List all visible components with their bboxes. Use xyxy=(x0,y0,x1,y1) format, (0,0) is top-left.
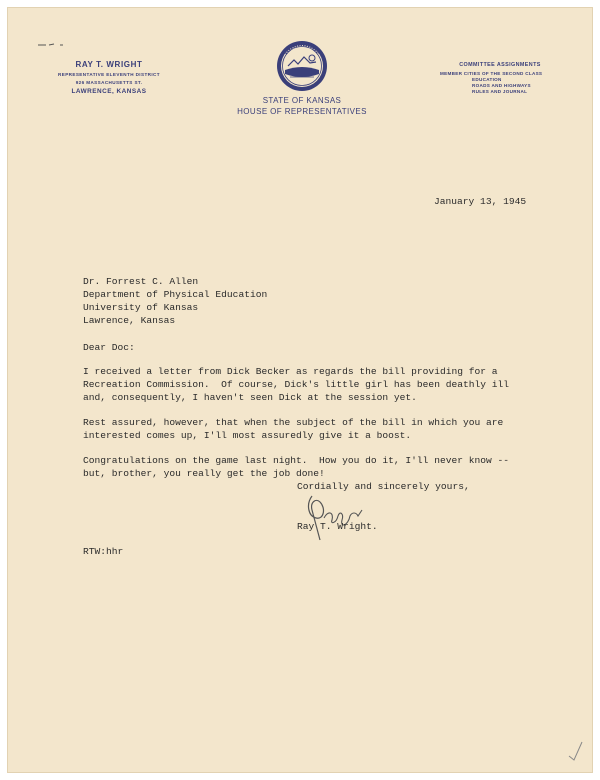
typist-initials: RTW:hhr xyxy=(83,546,124,557)
body-line: but, brother, you really get the job done! xyxy=(83,468,325,479)
recipient-line: University of Kansas xyxy=(83,302,199,313)
state-block xyxy=(222,96,382,116)
sender-city: LAWRENCE, KANSAS xyxy=(71,88,147,95)
state-name: STATE OF KANSAS xyxy=(262,96,342,105)
typed-signature: Ray T. Wright. xyxy=(297,521,378,532)
closing: Cordially and sincerely yours, xyxy=(297,481,470,492)
kansas-seal-icon xyxy=(276,40,328,92)
pencil-check-mark xyxy=(566,738,586,762)
recipient-line: Department of Physical Education xyxy=(83,289,268,300)
sender-title: REPRESENTATIVE ELEVENTH DISTRICT xyxy=(58,72,160,77)
body-line: I received a letter from Dick Becker as regards the bill providing for a xyxy=(83,366,498,377)
handwritten-signature xyxy=(302,490,372,544)
committee-item: EDUCATION xyxy=(472,77,502,82)
house-name: HOUSE OF REPRESENTATIVES xyxy=(237,107,367,116)
body-line: Recreation Commission. Of course, Dick's little girl has been deathly ill xyxy=(83,379,510,390)
pencil-mark xyxy=(36,40,70,48)
body-line: Congratulations on the game last night. How you do it, I'll never know -- xyxy=(83,455,510,466)
recipient-line: Lawrence, Kansas xyxy=(83,315,176,326)
salutation: Dear Doc: xyxy=(83,342,135,353)
recipient-line: Dr. Forrest C. Allen xyxy=(83,276,199,287)
committee-item: MEMBER CITIES OF THE SECOND CLASS xyxy=(440,71,543,76)
body-line: Rest assured, however, that when the subject of the bill in which you are xyxy=(83,417,504,428)
committee-heading: COMMITTEE ASSIGNMENTS xyxy=(459,62,541,68)
committee-item: RULES AND JOURNAL xyxy=(472,89,528,94)
body-line: interested comes up, I'll most assuredly give it a boost. xyxy=(83,430,412,441)
committee-block xyxy=(440,62,560,94)
sender-address: 926 MASSACHUSETTS ST. xyxy=(75,80,143,85)
sender-name: RAY T. WRIGHT xyxy=(75,60,143,69)
letter-date: January 13, 1945 xyxy=(434,196,527,207)
body-line: and, consequently, I haven't seen Dick at the session yet. xyxy=(83,392,417,403)
committee-item: ROADS AND HIGHWAYS xyxy=(472,83,531,88)
sender-block xyxy=(44,60,174,95)
